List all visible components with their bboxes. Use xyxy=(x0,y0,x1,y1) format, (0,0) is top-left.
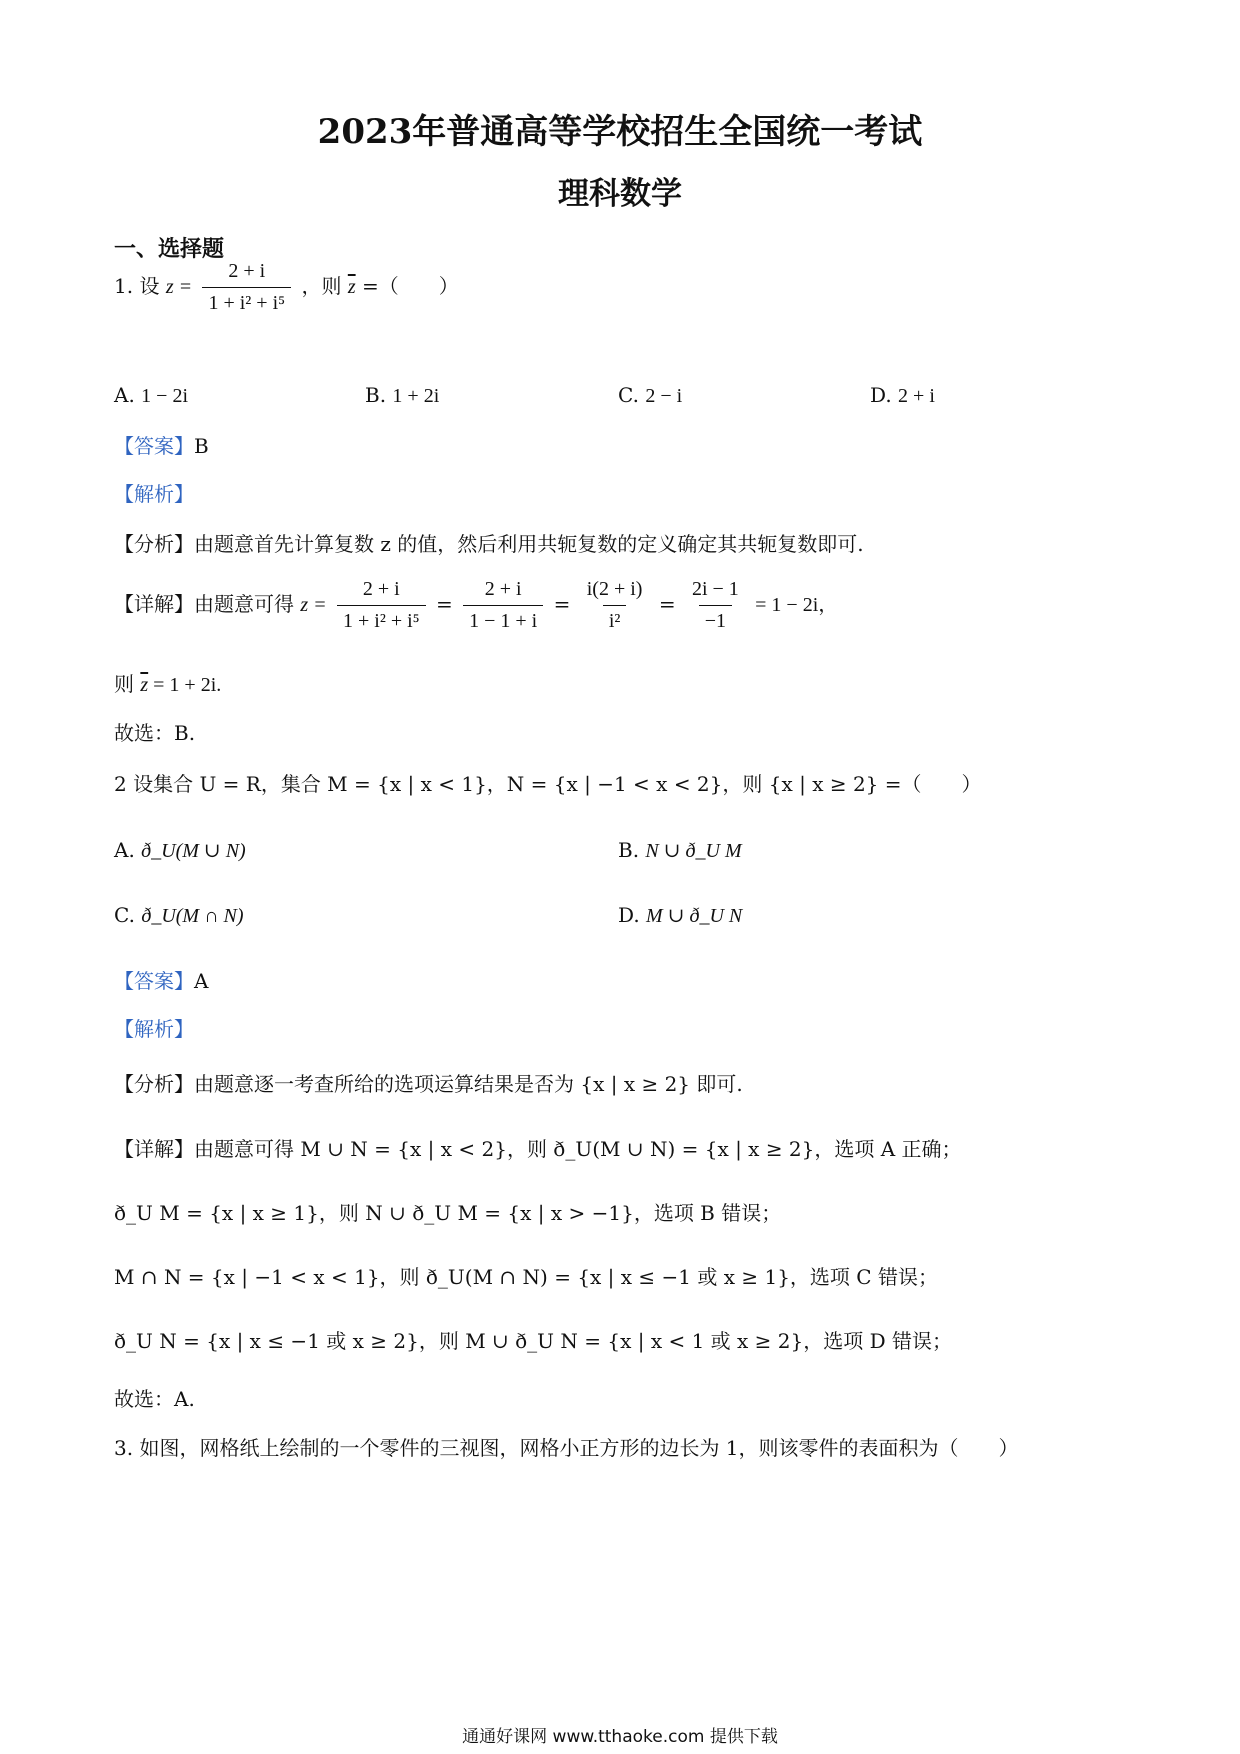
fraction-den: 1 − 1 + i xyxy=(463,605,543,633)
q1-answer xyxy=(114,430,209,459)
option-label: C. xyxy=(618,383,639,407)
option-value: ð_U(M ∩ N) xyxy=(141,905,244,927)
jiexi-tag: 【解析】 xyxy=(114,1017,194,1041)
option-value: 1 + 2i xyxy=(392,385,440,407)
q1-conjugate xyxy=(114,668,221,697)
detail-tag: 【详解】 xyxy=(114,1137,194,1161)
equals-sign: = xyxy=(436,592,453,616)
detail-fraction-3 xyxy=(581,578,649,633)
answer-tag: 【答案】 xyxy=(114,434,194,458)
conjugate-value: = 1 + 2i. xyxy=(148,674,222,696)
jiexi-tag: 【解析】 xyxy=(114,482,194,506)
q1-detail xyxy=(114,578,838,633)
q1-zbar: $\overline{z}$ xyxy=(347,276,356,298)
fraction-num: 2 + i xyxy=(362,578,400,600)
answer-tag: 【答案】 xyxy=(114,969,194,993)
option-label: A. xyxy=(114,383,135,407)
q2-detail-1 xyxy=(114,1133,962,1162)
q3-stem: 3. 如图，网格纸上绘制的一个零件的三视图，网格小正方形的边长为 1，则该零件的表面积为（ ） xyxy=(114,1436,1019,1460)
q1-stem xyxy=(114,260,459,315)
option-label: C. xyxy=(114,903,135,927)
q2-option-c xyxy=(114,903,244,928)
q2-detail-3: M ∩ N = {x | −1 < x < 1}，则 ð_U(M ∩ N) = {x | x ≤ −1 或 x ≥ 1}，选项 C 错误； xyxy=(114,1265,938,1289)
q2-analysis xyxy=(114,1068,743,1097)
q1-fraction-den: 1 + i² + i⁵ xyxy=(202,287,291,315)
detail-tag: 【详解】 xyxy=(114,592,194,616)
answer-value: B xyxy=(194,434,209,458)
q1-lead: 1. 设 xyxy=(114,274,160,298)
detail-fraction-4 xyxy=(686,578,745,633)
q1-option-d xyxy=(870,383,935,408)
detail-fraction-1 xyxy=(337,578,426,633)
fraction-num: i(2 + i) xyxy=(586,578,643,600)
q1-option-c xyxy=(618,383,682,408)
option-value: 2 + i xyxy=(898,385,935,407)
q2-stem: 2 设集合 U = R，集合 M = {x | x < 1}，N = {x | −1 < x < 2}，则 {x | x ≥ 2} =（ ） xyxy=(114,772,982,796)
then-lead: 则 xyxy=(114,672,134,696)
analysis-text: 由题意逐一考查所给的选项运算结果是否为 {x | x ≥ 2} 即可. xyxy=(194,1072,743,1096)
section-heading: 一、选择题 xyxy=(114,236,225,262)
detail-lead: 由题意可得 xyxy=(194,592,294,616)
analysis-text: 由题意首先计算复数 z 的值，然后利用共轭复数的定义确定其共轭复数即可. xyxy=(194,532,864,556)
detail-result: = 1 − 2i， xyxy=(755,594,839,616)
q1-choice: 故选：B. xyxy=(114,721,196,745)
equals-sign: = xyxy=(658,592,676,616)
q1-analysis xyxy=(114,528,864,557)
option-label: D. xyxy=(870,383,892,407)
answer-value: A xyxy=(194,969,209,993)
q2-option-a xyxy=(114,838,246,863)
option-value: N ∪ ð_U M xyxy=(645,840,742,862)
q1-tail: ，则 xyxy=(301,274,342,298)
exam-title: 2023年普通高等学校招生全国统一考试 xyxy=(317,112,923,152)
q2-jiexi xyxy=(114,1013,194,1042)
q1-ask: =（ ） xyxy=(361,274,459,298)
fraction-den: i² xyxy=(603,605,627,633)
option-label: B. xyxy=(365,383,387,407)
option-value: M ∪ ð_U N xyxy=(646,905,743,927)
q2-choice: 故选：A. xyxy=(114,1387,195,1411)
fraction-den: −1 xyxy=(699,605,732,633)
q1-fraction xyxy=(202,260,291,315)
analysis-tag: 【分析】 xyxy=(114,1072,194,1096)
q2-option-b xyxy=(618,838,742,863)
option-value: ð_U(M ∪ N) xyxy=(141,840,246,862)
q2-option-d xyxy=(618,903,742,928)
conjugate-z: $\overline{z}$ xyxy=(140,674,149,696)
q1-z-eq: z = xyxy=(165,276,193,298)
option-label: B. xyxy=(618,838,640,862)
option-label: D. xyxy=(618,903,640,927)
detail-fraction-2 xyxy=(463,578,543,633)
analysis-tag: 【分析】 xyxy=(114,532,194,556)
q1-option-a xyxy=(114,383,188,408)
q2-detail-2: ð_U M = {x | x ≥ 1}，则 N ∪ ð_U M = {x | x > −1}，选项 B 错误； xyxy=(114,1201,782,1225)
q2-detail-4: ð_U N = {x | x ≤ −1 或 x ≥ 2}，则 M ∪ ð_U N = {x | x < 1 或 x ≥ 2}，选项 D 错误； xyxy=(114,1329,952,1353)
detail-text: 由题意可得 M ∪ N = {x | x < 2}，则 ð_U(M ∪ N) = {x | x ≥ 2}，选项 A 正确； xyxy=(194,1137,962,1161)
fraction-den: 1 + i² + i⁵ xyxy=(337,605,426,633)
page-footer: 通通好课网 www.tthaoke.com 提供下载 xyxy=(462,1727,778,1747)
option-value: 1 − 2i xyxy=(141,385,189,407)
exam-subtitle: 理科数学 xyxy=(558,176,682,212)
q1-fraction-num: 2 + i xyxy=(228,260,266,282)
fraction-num: 2 + i xyxy=(484,578,522,600)
option-label: A. xyxy=(114,838,135,862)
fraction-num: 2i − 1 xyxy=(691,578,739,600)
detail-z-eq: z = xyxy=(300,594,327,616)
option-value: 2 − i xyxy=(645,385,683,407)
q2-answer xyxy=(114,965,208,994)
equals-sign: = xyxy=(553,592,571,616)
q1-option-b xyxy=(365,383,439,408)
q1-jiexi xyxy=(114,478,194,507)
